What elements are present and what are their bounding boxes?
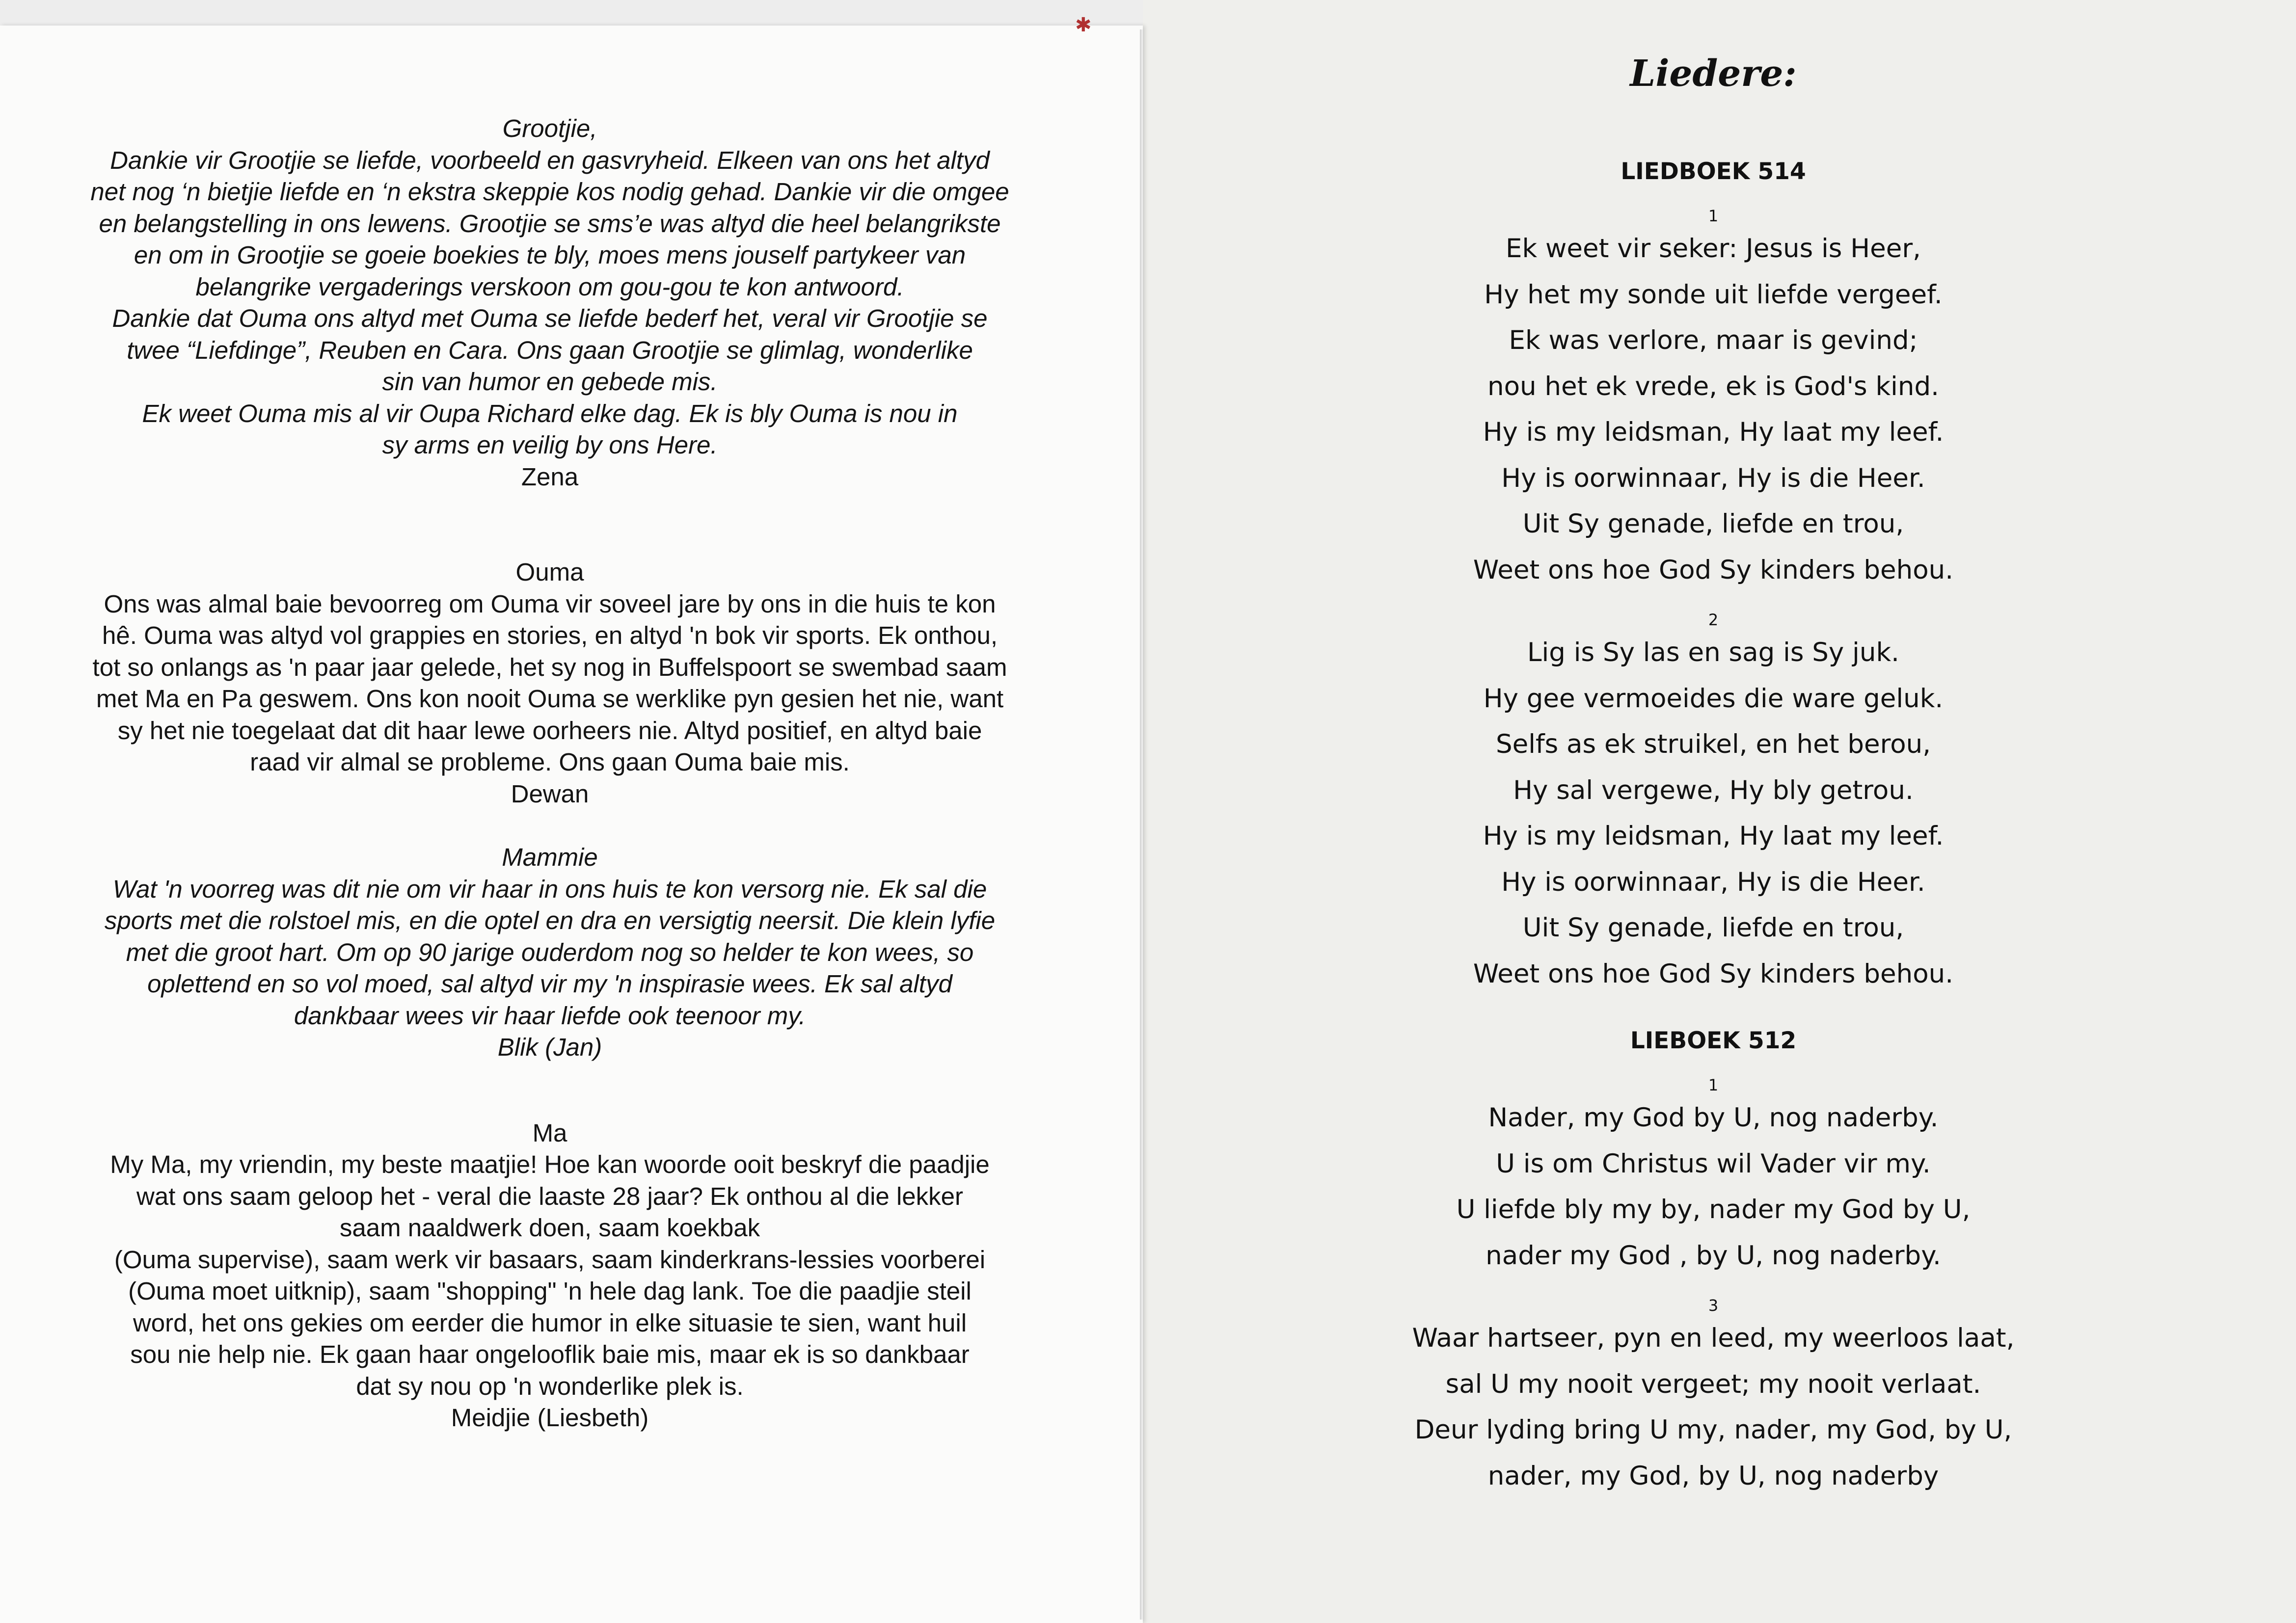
verse xyxy=(1281,206,2145,593)
verse-line: U liefde bly my by, nader my God by U, xyxy=(1456,1195,1971,1224)
tribute-dewan-line: tot so onlangs as 'n paar jaar gelede, het sy nog in Buffelspoort se swembad saam xyxy=(92,653,1007,681)
verse-number: 2 xyxy=(1708,611,1719,629)
hymn-514 xyxy=(1281,157,2145,997)
verse-line: Hy gee vermoeides die ware geluk. xyxy=(1483,683,1944,714)
verse-line: Selfs as ek struikel, en het berou, xyxy=(1495,729,1931,759)
tribute-blik-line: sports met die rolstoel mis, en die optel en dra en versigtig neersit. Die klein lyfie xyxy=(104,906,996,934)
tribute-dewan-line: raad vir almal se probleme. Ons gaan Ouma baie mis. xyxy=(250,748,850,776)
hymn-title: LIEBOEK 512 xyxy=(1630,1027,1797,1054)
tribute-blik-line: dankbaar wees vir haar liefde ook teenoor my. xyxy=(294,1001,806,1030)
page-title: Liedere: xyxy=(1630,53,1797,95)
tribute-zena-line: Ek weet Ouma mis al vir Oupa Richard elke dag. Ek is bly Ouma is nou in xyxy=(142,399,958,427)
tribute-dewan xyxy=(39,557,1060,810)
verse-line: nou het ek vrede, ek is God's kind. xyxy=(1487,371,1939,401)
tributes-column xyxy=(39,113,1060,1434)
tribute-meidjie-line: (Ouma moet uitknip), saam "shopping" 'n hele dag lank. Toe die paadjie steil xyxy=(128,1277,972,1305)
verse-line: Ek was verlore, maar is gevind; xyxy=(1509,325,1918,355)
verse-line: Nader, my God by U, nog naderby. xyxy=(1488,1103,1939,1133)
tribute-meidjie-line: dat sy nou op 'n wonderlike plek is. xyxy=(356,1372,744,1400)
tribute-blik-line: oplettend en so vol moed, sal altyd vir my 'n inspirasie wees. Ek sal altyd xyxy=(147,970,952,998)
tribute-zena-line: Grootjie, xyxy=(502,114,597,142)
verse-line: U is om Christus wil Vader vir my. xyxy=(1496,1148,1931,1179)
tribute-meidjie xyxy=(39,1117,1060,1434)
hymn-512 xyxy=(1281,1026,2145,1499)
verse xyxy=(1281,1296,2145,1499)
booklet-spine xyxy=(1140,29,1143,1620)
verse-number: 1 xyxy=(1708,1076,1719,1094)
tribute-meidjie-line: My Ma, my vriendin, my beste maatjie! Hoe kan woorde ooit beskryf die paadjie xyxy=(110,1150,990,1178)
verse xyxy=(1281,610,2145,997)
tribute-blik-line: Wat 'n voorreg was dit nie om vir haar in ons huis te kon versorg nie. Ek sal die xyxy=(112,875,987,903)
verse-line: Hy sal vergewe, Hy bly getrou. xyxy=(1513,775,1914,805)
verse-line: Hy is my leidsman, Hy laat my leef. xyxy=(1483,821,1944,851)
verse-line: Hy is oorwinnaar, Hy is die Heer. xyxy=(1501,463,1925,493)
verse-line: Waar hartseer, pyn en leed, my weerloos laat, xyxy=(1412,1323,2015,1353)
tribute-zena-line: belangrike vergaderings verskoon om gou-gou te kon antwoord. xyxy=(195,272,904,301)
tribute-zena-line: net nog ‘n bietjie liefde en ‘n ekstra skeppie kos nodig gehad. Dankie vir die omgee xyxy=(90,178,1009,206)
tribute-zena-signature: Zena xyxy=(521,462,579,491)
tribute-dewan-signature: Dewan xyxy=(511,779,589,808)
hymn-title: LIEDBOEK 514 xyxy=(1621,158,1806,185)
verse-line: Ek weet vir seker: Jesus is Heer, xyxy=(1506,234,1921,264)
tribute-meidjie-signature: Meidjie (Liesbeth) xyxy=(451,1404,649,1432)
tribute-dewan-line: Ons was almal baie bevoorreg om Ouma vir soveel jare by ons in die huis te kon xyxy=(104,589,996,618)
verse-line: Hy het my sonde uit liefde vergeef. xyxy=(1484,279,1943,310)
verse-line: Uit Sy genade, liefde en trou, xyxy=(1522,913,1904,943)
verse-line: Lig is Sy las en sag is Sy juk. xyxy=(1527,638,1899,667)
tribute-dewan-line: sy het nie toegelaat dat dit haar lewe oorheers nie. Altyd positief, en altyd baie xyxy=(117,716,982,745)
verse xyxy=(1281,1075,2145,1278)
verse-line: Hy is my leidsman, Hy laat my leef. xyxy=(1483,417,1944,447)
tribute-dewan-line: hê. Ouma was altyd vol grappies en stories, en altyd 'n bok vir sports. Ek onthou, xyxy=(102,621,998,649)
tribute-zena-line: sin van humor en gebede mis. xyxy=(382,368,718,396)
tribute-zena-line: en om in Grootjie se goeie boekies te bly, moes mens jouself partykeer van xyxy=(134,241,966,269)
verse-line: sal U my nooit vergeet; my nooit verlaat. xyxy=(1445,1369,1981,1399)
tribute-zena-line: Dankie vir Grootjie se liefde, voorbeeld en gasvryheid. Elkeen van ons het altyd xyxy=(110,146,990,174)
tribute-blik-line: met die groot hart. Om op 90 jarige ouderdom nog so helder te kon wees, so xyxy=(126,938,974,966)
verse-line: Uit Sy genade, liefde en trou, xyxy=(1522,509,1904,539)
tribute-meidjie-line: wat ons saam geloop het - veral die laaste 28 jaar? Ek onthou al die lekker xyxy=(136,1182,963,1210)
verse-line: nader, my God, by U, nog naderby xyxy=(1487,1461,1939,1491)
verse-line: Weet ons hoe God Sy kinders behou. xyxy=(1473,555,1954,585)
verse-line: nader my God , by U, nog naderby. xyxy=(1486,1240,1941,1271)
verse-line: Hy is oorwinnaar, Hy is die Heer. xyxy=(1501,867,1925,897)
verse-line: Deur lyding bring U my, nader, my God, by U, xyxy=(1414,1415,2012,1445)
verse-number: 1 xyxy=(1708,207,1719,225)
tribute-zena-line: Dankie dat Ouma ons altyd met Ouma se liefde bederf het, veral vir Grootjie se xyxy=(112,304,988,332)
tribute-meidjie-line: sou nie help nie. Ek gaan haar ongelooflik baie mis, maar ek is so dankbaar xyxy=(130,1340,970,1368)
tribute-dewan-heading: Ouma xyxy=(515,558,584,586)
verse-number: 3 xyxy=(1708,1296,1719,1315)
tribute-zena-line: twee “Liefdinge”, Reuben en Cara. Ons gaan Grootjie se glimlag, wonderlike xyxy=(127,336,973,364)
tribute-zena-line: en belangstelling in ons lewens. Grootjie se sms’e was altyd die heel belangrikste xyxy=(99,209,1001,238)
ink-mark-icon: ✱ xyxy=(1075,14,1092,36)
tribute-blik xyxy=(39,842,1060,1064)
tribute-meidjie-heading: Ma xyxy=(532,1118,567,1147)
tribute-meidjie-line: (Ouma supervise), saam werk vir basaars, saam kinderkrans-lessies voorberei xyxy=(114,1245,986,1274)
tribute-blik-signature: Blik (Jan) xyxy=(497,1033,602,1061)
tribute-zena xyxy=(39,113,1060,493)
tribute-dewan-line: met Ma en Pa geswem. Ons kon nooit Ouma se werklike pyn gesien het nie, want xyxy=(96,685,1004,713)
verse-line: Weet ons hoe God Sy kinders behou. xyxy=(1473,958,1954,989)
tribute-meidjie-line: word, het ons gekies om eerder die humor in elke situasie te sien, want huil xyxy=(133,1308,967,1337)
tribute-zena-line: sy arms en veilig by ons Here. xyxy=(382,431,718,459)
tribute-blik-heading: Mammie xyxy=(502,843,598,871)
hymns-column xyxy=(1281,49,2145,1528)
tribute-meidjie-line: saam naaldwerk doen, saam koekbak xyxy=(339,1214,760,1242)
